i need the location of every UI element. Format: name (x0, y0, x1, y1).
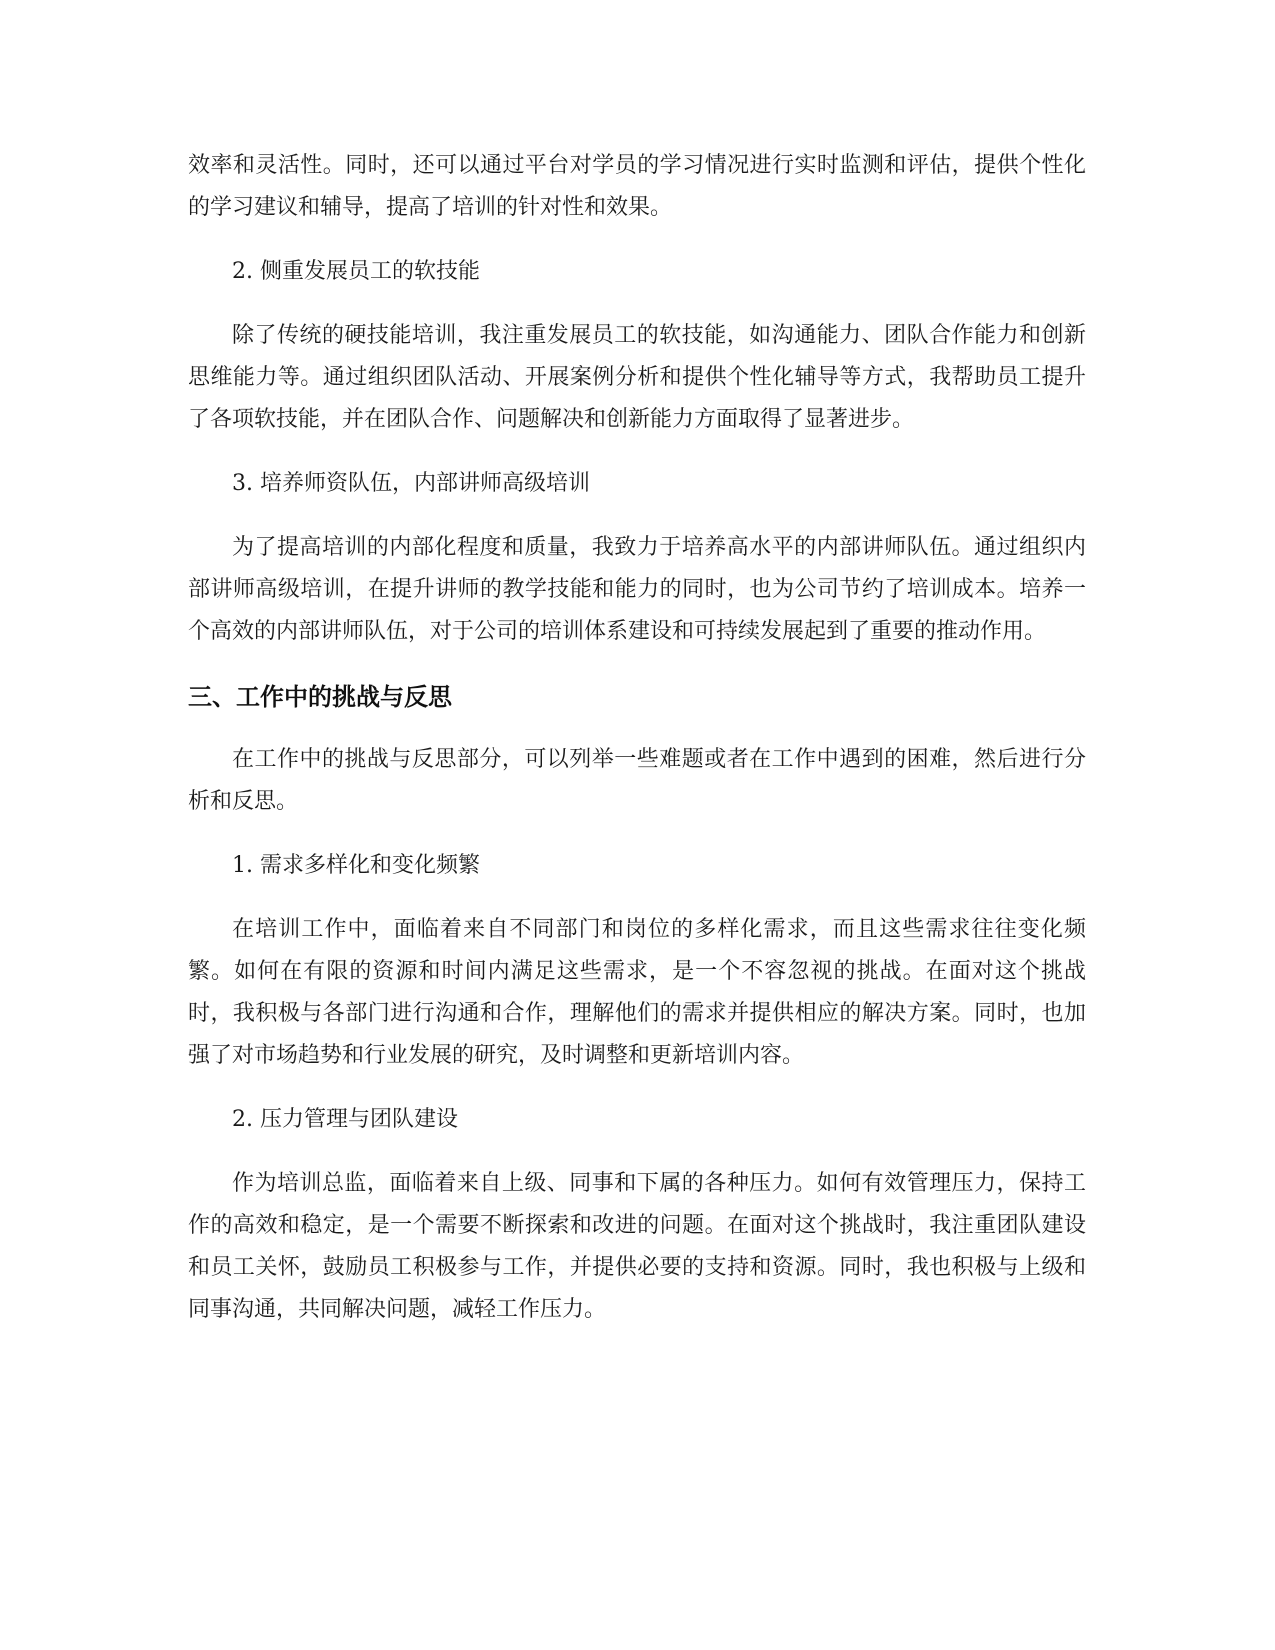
section-heading-challenges: 三、工作中的挑战与反思 (188, 683, 452, 711)
paragraph-diverse-needs: 在培训工作中，面临着来自不同部门和岗位的多样化需求，而且这些需求往往变化频繁。如何在有限的资源和时间内满足这些需求，是一个不容忽视的挑战。在面对这个挑战时，我积极与各部门进行沟通和合作，理解他们的需求并提供相应的解决方案。同时，也加强了对市场趋势和行业发展的研究，及时调整和更新培训内容。 (188, 917, 1086, 1068)
document-body (188, 145, 1086, 1353)
paragraph-continued: 效率和灵活性。同时，还可以通过平台对学员的学习情况进行实时监测和评估，提供个性化的学习建议和辅导，提高了培训的针对性和效果。 (188, 153, 1086, 220)
subheading-soft-skills: 2. 侧重发展员工的软技能 (232, 259, 480, 284)
paragraph-pressure-management: 作为培训总监，面临着来自上级、同事和下属的各种压力。如何有效管理压力，保持工作的高效和稳定，是一个需要不断探索和改进的问题。在面对这个挑战时，我注重团队建设和员工关怀，鼓励员工积极参与工作，并提供必要的支持和资源。同时，我也积极与上级和同事沟通，共同解决问题，减轻工作压力。 (188, 1171, 1086, 1322)
paragraph-soft-skills: 除了传统的硬技能培训，我注重发展员工的软技能，如沟通能力、团队合作能力和创新思维能力等。通过组织团队活动、开展案例分析和提供个性化辅导等方式，我帮助员工提升了各项软技能，并在团队合作、问题解决和创新能力方面取得了显著进步。 (188, 323, 1086, 432)
subheading-diverse-needs: 1. 需求多样化和变化频繁 (232, 853, 480, 878)
subheading-pressure-management: 2. 压力管理与团队建设 (232, 1107, 458, 1132)
subheading-internal-trainers: 3. 培养师资队伍，内部讲师高级培训 (232, 471, 590, 496)
paragraph-internal-trainers: 为了提高培训的内部化程度和质量，我致力于培养高水平的内部讲师队伍。通过组织内部讲师高级培训，在提升讲师的教学技能和能力的同时，也为公司节约了培训成本。培养一个高效的内部讲师队伍，对于公司的培训体系建设和可持续发展起到了重要的推动作用。 (188, 535, 1086, 644)
paragraph-challenges-intro: 在工作中的挑战与反思部分，可以列举一些难题或者在工作中遇到的困难，然后进行分析和反思。 (188, 747, 1086, 814)
